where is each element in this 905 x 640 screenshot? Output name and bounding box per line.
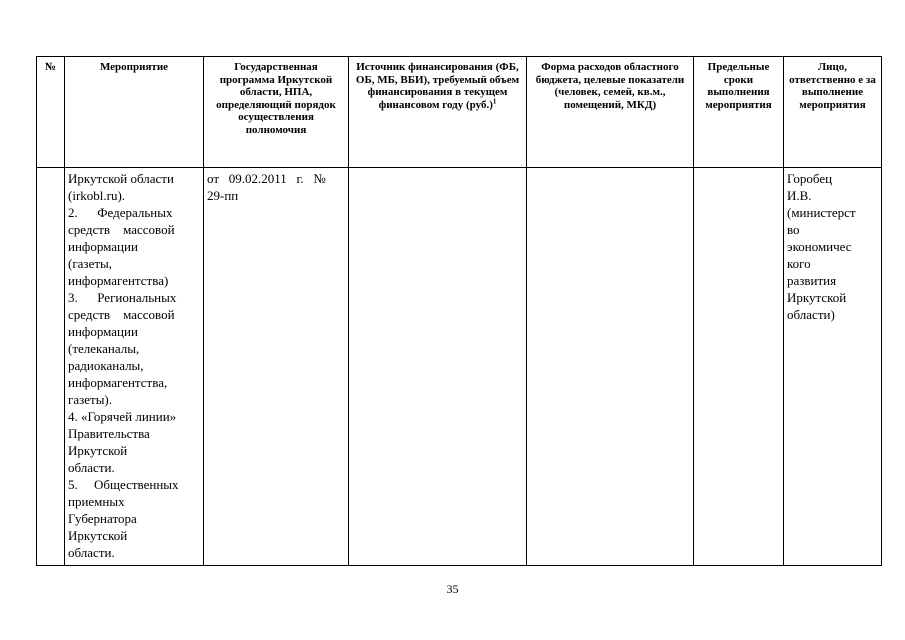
event-line: информации: [68, 324, 138, 339]
header-number: №: [37, 57, 65, 168]
header-funding-source: [349, 57, 527, 168]
header-funding-source-text: Источник финансирования (ФБ, ОБ, МБ, ВБИ), требуемый объем финансирования в текущем финансовом году (руб.): [355, 61, 520, 111]
event-line: 3. Региональных: [68, 290, 177, 305]
event-line: (irkobl.ru).: [68, 188, 126, 203]
page-number: 35: [446, 582, 459, 596]
responsible-line: (министерст: [787, 205, 856, 220]
program-line: 29-пп: [207, 188, 239, 203]
responsible-line: развития: [787, 273, 837, 288]
event-line: информагентства,: [68, 375, 168, 390]
event-line: (телеканалы,: [68, 341, 140, 356]
responsible-line: И.В.: [787, 188, 812, 203]
event-line: газеты).: [68, 392, 113, 407]
header-responsible: Лицо, ответственно е за выполнение мероприятия: [784, 57, 882, 168]
event-line: 4. «Горячей линии»: [68, 409, 177, 424]
event-line: Иркутской: [68, 443, 128, 458]
cell-funding-source: [349, 168, 527, 566]
event-line: средств массовой: [68, 307, 175, 322]
responsible-line: области): [787, 307, 835, 322]
event-line: радиоканалы,: [68, 358, 144, 373]
cell-deadline: [694, 168, 784, 566]
event-line: 5. Общественных: [68, 477, 179, 492]
responsible-line: кого: [787, 256, 811, 271]
responsible-line: Иркутской: [787, 290, 847, 305]
header-row: [37, 57, 882, 168]
event-line: информации: [68, 239, 138, 254]
header-expense-form: Форма расходов областного бюджета, целевые показатели (человек, семей, кв.м., помещений, МКД): [527, 57, 694, 168]
responsible-line: во: [787, 222, 800, 237]
event-line: области.: [68, 460, 115, 475]
header-event: Мероприятие: [65, 57, 204, 168]
event-line: Иркутской области: [68, 171, 174, 186]
header-deadline: Предельные сроки выполнения мероприятия: [694, 57, 784, 168]
event-line: информагентства): [68, 273, 169, 288]
event-line: (газеты,: [68, 256, 113, 271]
cell-expense-form: [527, 168, 694, 566]
activities-table: [36, 56, 882, 566]
event-line: 2. Федеральных: [68, 205, 173, 220]
event-line: приемных: [68, 494, 125, 509]
responsible-line: Горобец: [787, 171, 833, 186]
responsible-line: экономичес: [787, 239, 852, 254]
event-line: области.: [68, 545, 115, 560]
cell-number: [37, 168, 65, 566]
program-line: от 09.02.2011 г. №: [207, 171, 326, 186]
cell-program: [204, 168, 349, 566]
cell-event: [65, 168, 204, 566]
footnote-marker: 1: [492, 96, 497, 105]
event-line: Иркутской: [68, 528, 128, 543]
event-line: Губернатора: [68, 511, 137, 526]
header-program: Государственная программа Иркутской области, НПА, определяющий порядок осуществления полномочия: [204, 57, 349, 168]
table-row: [37, 168, 882, 566]
event-line: средств массовой: [68, 222, 175, 237]
event-line: Правительства: [68, 426, 150, 441]
cell-responsible: [784, 168, 882, 566]
